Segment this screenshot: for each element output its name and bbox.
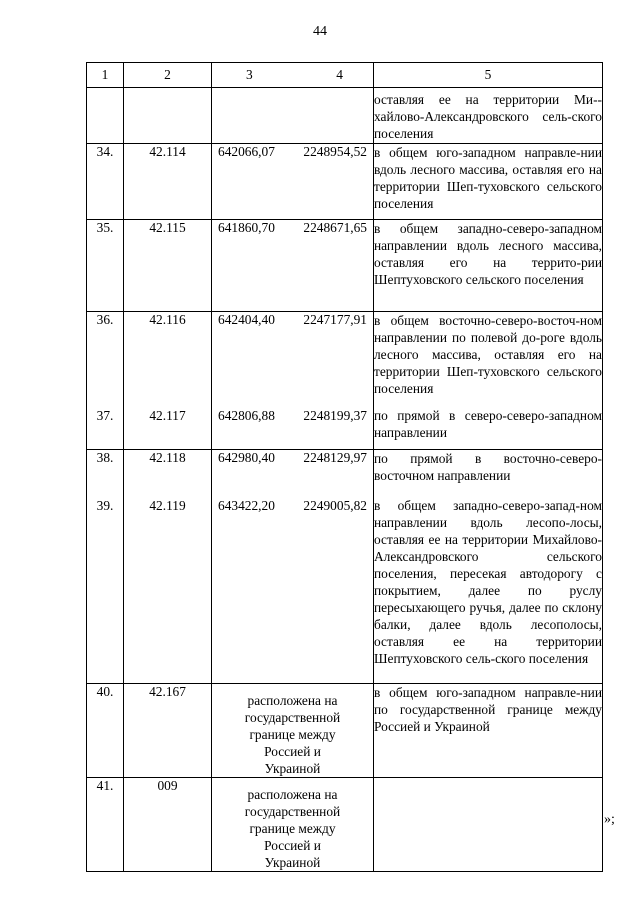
cell-desc: в общем восточно-северо-восточ-ном направлении по полевой до-роге вдоль лесного массива, оставляя его на территории Шеп-туховского сельского поселения	[374, 312, 603, 404]
cell-desc: в общем юго-западном направле-нии по государственной границе между Россией и Украиной	[374, 684, 603, 778]
cell-x: 641860,70	[218, 220, 275, 235]
closing-quote-mark: »;	[604, 812, 615, 827]
table-row	[87, 404, 603, 450]
header-col-3-4	[212, 63, 374, 88]
cell-point: 42.167	[124, 684, 212, 778]
cell-num: 41.	[87, 778, 124, 872]
cell-y: 2248671,65	[303, 220, 367, 235]
cell-num: 38.	[87, 450, 124, 494]
cell-coords	[212, 144, 374, 220]
cell-desc: по прямой в восточно-северо-восточном направлении	[374, 450, 603, 494]
cell-point: 42.118	[124, 450, 212, 494]
cell-coords	[212, 450, 374, 494]
cell-num: 40.	[87, 684, 124, 778]
cell-desc	[374, 778, 603, 872]
cell-desc: в общем западно-северо-запад-ном направлении вдоль лесопо-лосы, оставляя ее на территории Михайлово-Александровского сельского поселения, пересекая автодорогу с покрытием, далее по руслу пересыхающего ручья, далее по склону балки, далее вдоль лесополосы, оставляя ее на территории Шептуховского сель-ского поселения	[374, 494, 603, 684]
cell-point: 42.116	[124, 312, 212, 404]
cell-point: 42.117	[124, 404, 212, 450]
table-row	[87, 220, 603, 312]
cell-x: 642980,40	[218, 450, 275, 465]
cell-y: 2247177,91	[303, 312, 367, 327]
cell-coords	[212, 494, 374, 684]
cell-point: 42.115	[124, 220, 212, 312]
cell-y: 2248199,37	[303, 407, 367, 423]
cell-desc: в общем западно-северо-западном направлении вдоль лесного массива, оставляя его на террито-рии Шептуховского сельского поселения	[374, 220, 603, 312]
cell-coords	[212, 88, 374, 144]
cell-x: 642806,88	[218, 407, 275, 423]
cell-num: 35.	[87, 220, 124, 312]
cell-point: 42.114	[124, 144, 212, 220]
header-col-3: 3	[246, 67, 253, 82]
cell-coords	[212, 404, 374, 450]
table-row	[87, 312, 603, 404]
cell-point: 009	[124, 778, 212, 872]
header-col-2: 2	[124, 63, 212, 88]
cell-desc: оставляя ее на территории Ми-хайлово-Александровского сель-ского поселения	[374, 88, 603, 144]
table-row	[87, 450, 603, 494]
cell-num	[87, 88, 124, 144]
cell-num: 36.	[87, 312, 124, 404]
cell-point: 42.119	[124, 494, 212, 684]
cell-num: 39.	[87, 494, 124, 684]
cell-x: 642404,40	[218, 312, 275, 327]
boundary-table	[86, 62, 603, 872]
cell-y: 2248129,97	[303, 450, 367, 465]
cell-x: 643422,20	[218, 497, 275, 513]
cell-desc: в общем юго-западном направле-нии вдоль лесного массива, оставляя его на территории Шеп-туховского сельского поселения	[374, 144, 603, 220]
cell-num: 34.	[87, 144, 124, 220]
table-row	[87, 778, 603, 872]
header-col-4: 4	[336, 67, 343, 82]
cell-coords	[212, 220, 374, 312]
table-row	[87, 684, 603, 778]
cell-desc: по прямой в северо-северо-западном направлении	[374, 404, 603, 450]
table-header-row	[87, 63, 603, 88]
cell-coords	[212, 312, 374, 404]
page-number: 44	[313, 24, 327, 39]
cell-x: 642066,07	[218, 144, 275, 159]
cell-point	[124, 88, 212, 144]
cell-location: расположена на государственной границе между Россией и Украиной	[212, 778, 374, 872]
cell-y: 2249005,82	[303, 497, 367, 513]
table-row	[87, 88, 603, 144]
cell-location: расположена на государственной границе между Россией и Украиной	[212, 684, 374, 778]
header-col-1: 1	[87, 63, 124, 88]
table-row	[87, 144, 603, 220]
table-row	[87, 494, 603, 684]
header-col-5: 5	[374, 63, 603, 88]
cell-num: 37.	[87, 404, 124, 450]
cell-y: 2248954,52	[303, 144, 367, 159]
